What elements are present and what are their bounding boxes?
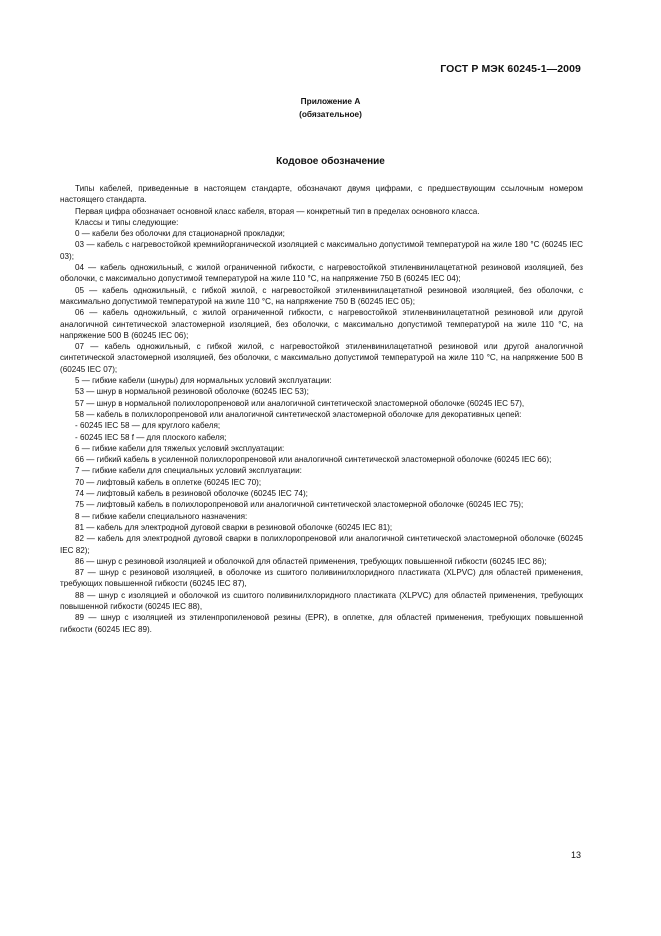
paragraph: 8 — гибкие кабели специального назначения: <box>75 511 248 521</box>
dash-list-item: - 60245 IEC 58 f — для плоского кабеля; <box>75 432 227 442</box>
paragraph: 66 — гибкий кабель в усиленной полихлоропреновой или аналогичной синтетической эластомерной оболочке (60245 IEC 66); <box>75 455 552 465</box>
paragraph: 87 — шнур с резиновой изоляцией, в оболочке из сшитого поливинилхлоридного пластиката (XLPVC) для областей применения, требующих повышенной гибкости (60245 IEC 87), <box>60 568 583 589</box>
paragraph: 07 — кабель одножильный, с гибкой жилой, с нагревостойкой этиленвинилацетатной резиновой или другой аналогичной синтетической эластомерной изоляцией, без оболочки, с максимально допустимой температурой на жиле 110 °С, на напряжение 500 В (60245 IEC 07); <box>60 342 583 374</box>
paragraph: 74 — лифтовый кабель в резиновой оболочке (60245 IEC 74); <box>75 489 308 499</box>
appendix-title: Приложение А <box>300 96 361 106</box>
paragraph: 06 — кабель одножильный, с жилой ограниченной гибкости, с нагревостойкой этиленвинилацетатной резиновой или другой аналогичной синтетической эластомерной изоляцией, без оболочки, с максимально допустимой температурой на жиле 110 °С, на напряжение 500 В (60245 IEC 06); <box>60 308 583 340</box>
page-number: 13 <box>570 850 581 860</box>
paragraph: Типы кабелей, приведенные в настоящем стандарте, обозначают двумя цифрами, с предшествующим ссылочным номером настоящего стандарта. <box>60 184 583 205</box>
document-body <box>60 183 583 635</box>
appendix-heading <box>0 95 661 121</box>
paragraph: 03 — кабель с нагревостойкой кремнийорганической изоляцией с максимально допустимой температурой на жиле 180 °С (60245 IEC 03); <box>60 240 583 261</box>
paragraph: 5 — гибкие кабели (шнуры) для нормальных условий эксплуатации: <box>75 376 332 386</box>
paragraph: 82 — кабель для электродной дуговой сварки в полихлоропреновой или аналогичной синтетической эластомерной оболочке (60245 IEC 82); <box>60 534 583 555</box>
paragraph: 58 — кабель в полихлоропреновой или аналогичной синтетической эластомерной оболочке для декоративных цепей: <box>75 409 522 419</box>
paragraph: 04 — кабель одножильный, с жилой ограниченной гибкости, с нагревостойкой этиленвинилацетатной резиновой изоляцией, без оболочки, с максимально допустимой температурой на жиле 110 °С, на напряжение 750 В (60245 IEC 04); <box>60 263 583 284</box>
dash-list-item: - 60245 IEC 58 — для круглого кабеля; <box>75 421 221 431</box>
paragraph: 7 — гибкие кабели для специальных условий эксплуатации: <box>75 466 302 476</box>
paragraph: 57 — шнур в нормальной полихлоропреновой или аналогичной синтетической эластомерной оболочке (60245 IEC 57), <box>75 398 525 408</box>
paragraph: 0 — кабели без оболочки для стационарной прокладки; <box>75 229 285 239</box>
paragraph: 53 — шнур в нормальной резиновой оболочке (60245 IEC 53); <box>75 387 309 397</box>
section-title: Кодовое обозначение <box>276 156 385 167</box>
paragraph: 88 — шнур с изоляцией и оболочкой из сшитого поливинилхлоридного пластиката (XLPVC) для областей применения, требующих повышенной гибкости (60245 IEC 88), <box>60 590 583 611</box>
paragraph: Первая цифра обозначает основной класс кабеля, вторая — конкретный тип в пределах основного класса. <box>75 206 480 216</box>
paragraph: 81 — кабель для электродной дуговой сварки в резиновой оболочке (60245 IEC 81); <box>75 522 393 532</box>
paragraph: 70 — лифтовый кабель в оплетке (60245 IEC 70); <box>75 477 262 487</box>
paragraph: 6 — гибкие кабели для тяжелых условий эксплуатации: <box>75 443 285 453</box>
standard-designation: ГОСТ Р МЭК 60245-1—2009 <box>440 63 581 75</box>
paragraph: Классы и типы следующие: <box>75 217 179 227</box>
paragraph: 05 — кабель одножильный, с гибкой жилой, с нагревостойкой этиленвинилацетатной резиновой изоляцией, без оболочки, с максимально допустимой температурой на жиле 110 °С, на напряжение 750 В (60245 IEC 05); <box>60 285 583 306</box>
appendix-status: (обязательное) <box>299 109 362 119</box>
paragraph: 75 — лифтовый кабель в полихлоропреновой или аналогичной синтетической эластомерной оболочке (60245 IEC 75); <box>75 500 524 510</box>
paragraph: 89 — шнур с изоляцией из этиленпропиленовой резины (EPR), в оплетке, для областей применения, требующих повышенной гибкости (60245 IEC 89). <box>60 613 583 634</box>
paragraph: 86 — шнур с резиновой изоляцией и оболочкой для областей применения, требующих повышенной гибкости (60245 IEC 86); <box>75 556 547 566</box>
